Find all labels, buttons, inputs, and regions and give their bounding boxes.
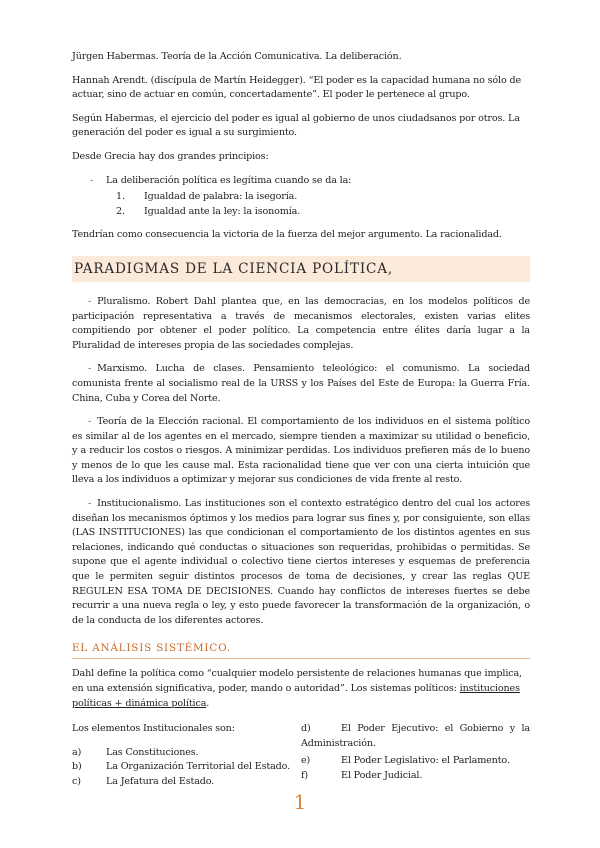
paradigm-institucionalismo: - Institucionalismo. Las instituciones son el contexto estratégico dentro del cual los actores diseñan los mecanismos óptimos y los medios para lograr sus fines y, por consiguiente, son ellas (LAS INSTITUCIONES) las que condicionan el comportamiento de los distintos agentes en sus relaciones, indicando qué conductas o situaciones son requeridas, prohibidas o permitidas. Se supone que el agente individual o colectivo tiene ciertos intereses y esquemas de preferencia que le permiten seguir distintos procesos de toma de decisiones, y crear las reglas QUE REGULEN ESA TOMA DE DECISIONES. Cuando hay conflictos de intereses fuertes se debe recurrir a una nueva regla o ley, y esto puede favorecer la transformación de la organización, o de la conducta de los diferentes actores. xyxy=(72,498,530,626)
elements-right-column xyxy=(301,722,530,789)
elements-intro: Los elementos Institucionales son: xyxy=(72,723,235,735)
habermas-power-paragraph: Según Habermas, el ejercicio del poder es igual al gobierno de unos ciudadsanos por otros. La generación del poder es igual a su surgimiento. xyxy=(72,112,520,139)
arendt-paragraph: Hannah Arendt. (discípula de Martín Heidegger). “El poder es la capacidad humana no sólo de actuar, sino de actuar en común, concertadamente”. El poder le pertenece al grupo. xyxy=(72,74,522,101)
institutional-elements xyxy=(72,722,530,789)
list-item: a) Las Constituciones. xyxy=(72,746,199,758)
section-heading-analisis-sistemico: EL ANÁLISIS SISTÉMICO. xyxy=(72,642,530,659)
dash-icon: - xyxy=(88,498,92,510)
paradigm-eleccion-racional: - Teoría de la Elección racional. El comportamiento de los individuos en el sistema político es similar al de los agentes en el mercado, siempre tienden a maximizar su utilidad o beneficio, y a reducir los costos o riesgos. A minimizar perdidas. Los individuos prefieren más de lo bueno y menos de lo que les cause mal. Esta racionalidad tiene que ver con una cierta intuición que lleva a los individuos a optimizar y mejorar sus condiciones de vida frente al resto. xyxy=(72,416,530,486)
list-item: d) El Poder Ejecutivo: el Gobierno y la Administración. xyxy=(301,723,530,749)
list-item: f) El Poder Judicial. xyxy=(301,769,423,781)
paradigm-marxismo: - Marxismo. Lucha de clases. Pensamiento teleológico: el comunismo. La sociedad comunista frente al socialismo real de la URSS y los Países del Este de Europa: la Guerra Fría. China, Cuba y Corea del Norte. xyxy=(72,363,530,404)
dash-icon: - xyxy=(88,416,92,428)
conclusion-line: Tendrían como consecuencia la victoria de la fuerza del mejor argumento. La racionalidad. xyxy=(72,229,502,241)
habermas-line: Jürgen Habermas. Teoría de la Acción Comunicativa. La deliberación. xyxy=(72,51,402,62)
underlined-term: instituciones políticas + dinámica política xyxy=(72,683,520,709)
dash-icon: - xyxy=(90,174,94,186)
section-heading-paradigms: PARADIGMAS DE LA CIENCIA POLÍTICA, xyxy=(72,256,530,282)
paradigm-pluralismo: - Pluralismo. Robert Dahl plantea que, en las democracias, en los modelos políticos de participación representativa a través de mecanismos electorales, existen varias elites compitiendo por obtener el poder político. La competencia entre élites daría lugar a la Pluralidad de intereses propia de las sociedades complejas. xyxy=(72,295,530,351)
elements-left-column xyxy=(72,722,301,789)
dash-icon: - xyxy=(88,295,92,307)
list-item: e) El Poder Legislativo: el Parlamento. xyxy=(301,755,510,767)
deliberation-bullet: - La deliberación política es legítima cuando se da la: xyxy=(90,174,530,189)
dash-icon: - xyxy=(88,363,92,375)
list-item: c) La Jefatura del Estado. xyxy=(72,775,215,787)
numbered-item-2: 2. Igualdad ante la ley: la isonomía. xyxy=(116,205,301,217)
numbered-item-1: 1. Igualdad de palabra: la isegoría. xyxy=(116,191,298,203)
greece-principles-line: Desde Grecia hay dos grandes principios: xyxy=(72,150,269,162)
list-item: b) La Organización Territorial del Estado. xyxy=(72,761,291,773)
page-number: 1 xyxy=(293,790,307,814)
page-content xyxy=(72,50,530,790)
dahl-definition: Dahl define la política como “cualquier modelo persistente de relaciones humanas que implica, en una extensión significativa, poder, mando o autoridad”. Los sistemas políticos: instituciones políticas + dinámica política. xyxy=(72,668,522,709)
